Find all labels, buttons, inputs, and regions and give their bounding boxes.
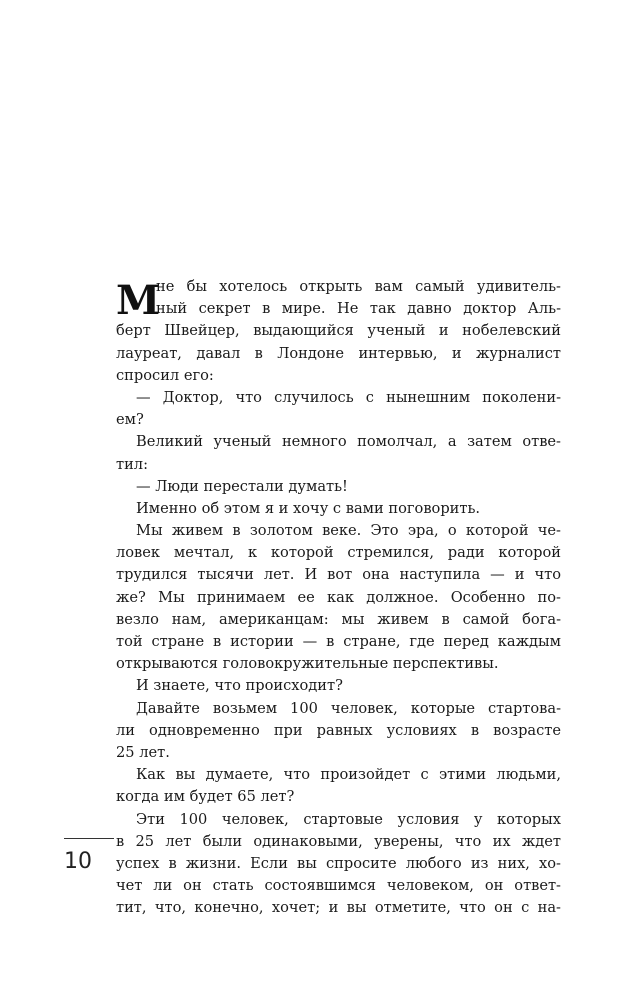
text-line: 25 лет. — [116, 743, 170, 761]
footnote-rule — [64, 838, 114, 839]
text-line-content: не бы хотелось открыть вам самый удивитель- — [156, 278, 561, 295]
text-line: Давайте возьмем 100 человек, которые стартова- — [136, 699, 561, 717]
text-line: ловек мечтал, к которой стремился, ради которой — [116, 544, 561, 562]
text-line: когда им будет 65 лет? — [116, 788, 295, 806]
text-line: в 25 лет были одинаковыми, уверены, что их ждет — [116, 832, 561, 850]
text-line: — Доктор, что случилось с нынешним поколени- — [136, 388, 561, 406]
text-line: тит, что, конечно, хочет; и вы отметите, что он с на- — [116, 899, 561, 917]
text-line: ем? — [116, 411, 144, 429]
text-line: успех в жизни. Если вы спросите любого из них, хо- — [116, 854, 561, 872]
text-line: Эти 100 человек, стартовые условия у которых — [136, 810, 561, 828]
text-line: берт Швейцер, выдающийся ученый и нобелевский — [116, 322, 561, 340]
text-line: открываются головокружительные перспективы. — [116, 655, 499, 673]
text-line: трудился тысячи лет. И вот она наступила — и что — [116, 566, 561, 584]
text-line: той стране в истории — в стране, где перед каждым — [116, 633, 561, 650]
text-line: же? Мы принимаем ее как должное. Особенно по- — [116, 588, 561, 606]
text-line: И знаете, что происходит? — [136, 677, 343, 695]
text-line: тил: — [116, 455, 148, 473]
drop-cap: М — [116, 277, 161, 324]
page-number: 10 — [64, 849, 92, 874]
text-line: ный секрет в мире. Не так давно доктор Аль- — [156, 300, 561, 318]
text-line: ли одновременно при равных условиях в возрасте — [116, 721, 561, 739]
text-line: Именно об этом я и хочу с вами поговорить. — [136, 499, 481, 517]
text-line: везло нам, американцам: мы живем в самой бога- — [116, 610, 561, 628]
text-line: лауреат, давал в Лондоне интервью, и журналист — [116, 344, 561, 362]
text-line: Как вы думаете, что произойдет с этими людьми, — [136, 766, 561, 784]
text-line: — Люди перестали думать! — [136, 477, 348, 495]
body-text — [116, 276, 561, 919]
text-line: Великий ученый немного помолчал, а затем отве- — [136, 433, 561, 451]
text-line: чет ли он стать состоявшимся человеком, он ответ- — [116, 877, 561, 895]
text-line: спросил его: — [116, 366, 214, 384]
text-line: Мы живем в золотом веке. Это эра, о которой че- — [136, 522, 561, 540]
